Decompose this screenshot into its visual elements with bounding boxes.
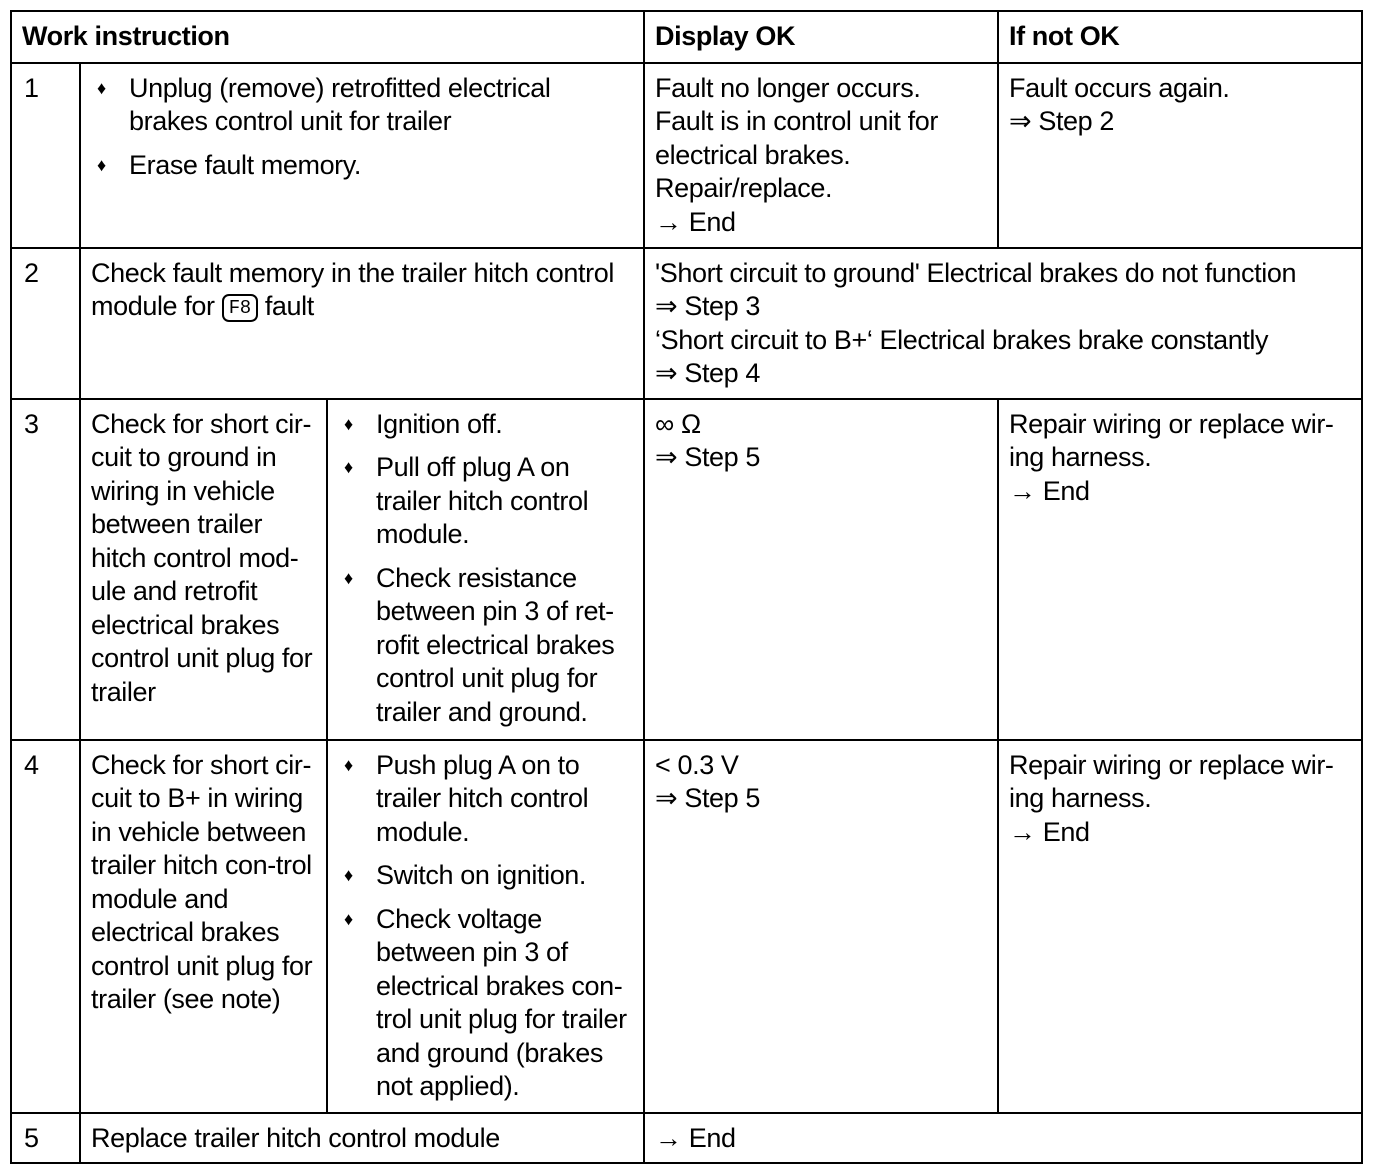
header-row: [11, 11, 1362, 63]
table-row: [11, 248, 1362, 399]
list-item: ♦ Check resistance between pin 3 of ret-rofit electrical brakes control unit plug for trailer and ground.: [344, 562, 615, 727]
bullet-icon: ♦: [344, 754, 353, 775]
step-number: 1: [11, 63, 80, 248]
step-number: 5: [11, 1113, 80, 1163]
table-row: [11, 1113, 1362, 1163]
instruction-cell: Check for short cir-cuit to ground in wiring in vehicle between trailer hitch control mod-ule and retrofit electrical brakes control unit plug for trailer: [80, 399, 327, 740]
instruction-cell: Check for short cir-cuit to B+ in wiring in vehicle between trailer hitch con-trol module and electrical brakes control unit plug for trailer (see note): [80, 740, 327, 1113]
procedure-cell: [327, 740, 644, 1113]
instruction-cell: [80, 63, 644, 248]
bullet-icon: ♦: [344, 865, 353, 885]
step-number: 3: [11, 399, 80, 740]
header-display-ok: Display OK: [644, 11, 998, 63]
list-item: ♦ Pull off plug A on trailer hitch control module.: [344, 452, 589, 549]
bullet-icon: ♦: [344, 457, 353, 477]
instruction-cell: Check fault memory in the trailer hitch control module for F8 fault: [80, 248, 644, 399]
list-item: ♦ Unplug (remove) retrofitted electrical brakes control unit for trailer: [97, 72, 551, 136]
step-number: 2: [11, 248, 80, 399]
display-ok-cell: Fault no longer occurs. Fault is in control unit for electrical brakes. Repair/replace. → End: [644, 63, 998, 248]
display-ok-cell: 'Short circuit to ground' Electrical brakes do not function ⇒ Step 3 ‘Short circuit to B+‘ Electrical brakes brake constantly ⇒ Step 4: [644, 248, 1362, 399]
bullet-icon: ♦: [344, 413, 353, 434]
list-item: ♦ Erase fault memory.: [91, 149, 573, 183]
f8-key-icon: F8: [222, 294, 258, 322]
header-if-not-ok: If not OK: [998, 11, 1362, 63]
procedure-cell: [327, 399, 644, 740]
step-number: 4: [11, 740, 80, 1113]
bullet-icon: ♦: [97, 154, 106, 175]
if-not-ok-cell: Repair wiring or replace wir- ing harness. → End: [998, 740, 1362, 1113]
if-not-ok-cell: Repair wiring or replace wir- ing harness. → End: [998, 399, 1362, 740]
header-work-instruction: Work instruction: [11, 11, 644, 63]
display-ok-cell: → End: [644, 1113, 1362, 1163]
list-item: ♦ Push plug A on to trailer hitch control module.: [344, 749, 589, 847]
table-row: [11, 399, 1362, 740]
table-row: [11, 63, 1362, 248]
bullet-icon: ♦: [344, 908, 353, 929]
list-item: ♦ Switch on ignition.: [338, 859, 633, 893]
list-item: ♦ Ignition off.: [338, 408, 633, 442]
bullet-icon: ♦: [344, 567, 353, 588]
bullet-icon: ♦: [97, 77, 106, 98]
work-instruction-table: [10, 10, 1363, 1164]
list-item: ♦ Check voltage between pin 3 of electrical brakes con-trol unit plug for trailer and ground (brakes not applied).: [344, 903, 627, 1101]
instruction-cell: Replace trailer hitch control module: [80, 1113, 644, 1163]
table-row: [11, 740, 1362, 1113]
display-ok-cell: ∞ Ω ⇒ Step 5: [644, 399, 998, 740]
if-not-ok-cell: Fault occurs again. ⇒ Step 2: [998, 63, 1362, 248]
display-ok-cell: < 0.3 V ⇒ Step 5: [644, 740, 998, 1113]
